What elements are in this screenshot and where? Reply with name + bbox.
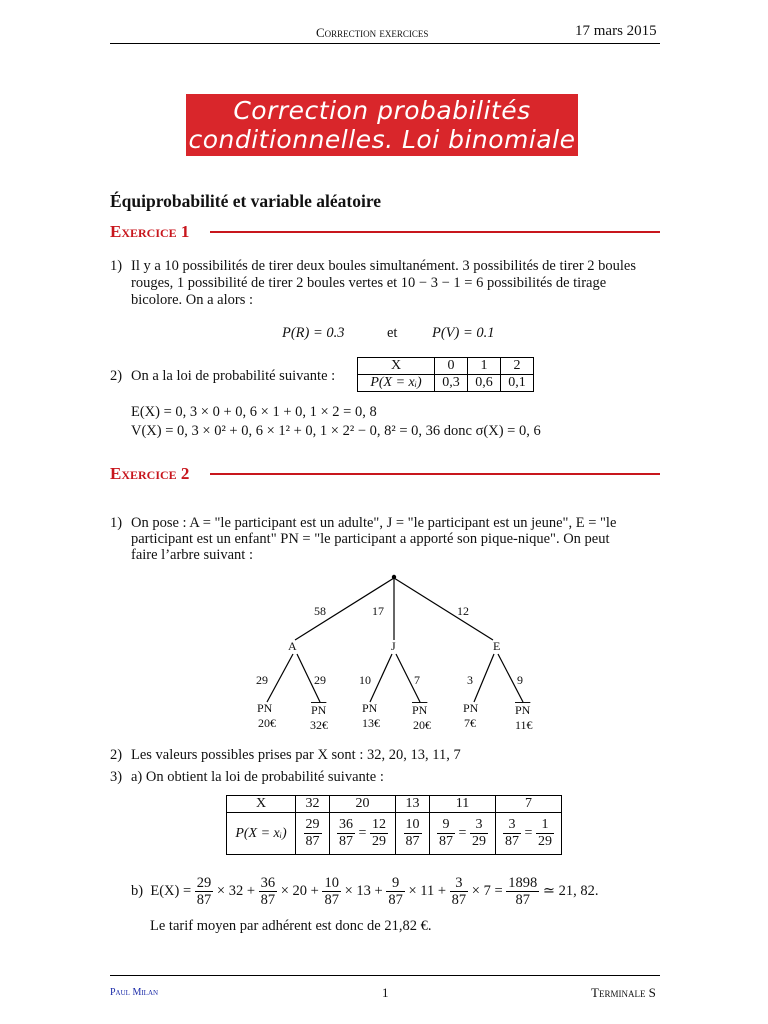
tree-leaf-price: 11€	[515, 718, 533, 732]
header-date: 17 mars 2015	[575, 23, 657, 39]
tree-edge	[267, 654, 293, 702]
ex1-pv: P(V) = 0.1	[432, 325, 495, 341]
fraction: $\frac{36}{87}$	[260, 875, 276, 908]
tree-leaf-label: PN	[257, 701, 273, 715]
table-cell: 13	[396, 796, 430, 813]
ex1-variance: V(X) = 0, 3 × 0² + 0, 6 × 1² + 0, 1 × 2² − 0, 8² = 0, 36 donc σ(X) = 0, 6	[131, 423, 541, 439]
ex2-q3b-term: × 7 =	[471, 882, 503, 899]
tree-edge	[474, 654, 494, 702]
ex1-q2-number: 2)	[110, 368, 123, 384]
table-cell: 2	[501, 358, 534, 375]
table-cell	[296, 813, 330, 855]
tree-leaf-price: 32€	[310, 718, 328, 732]
fraction: $\frac{3}{29}$	[471, 817, 486, 849]
fraction: $\frac{1}{29}$	[537, 817, 552, 849]
table-cell: 1	[468, 358, 501, 375]
ex1-q1-line1: Il y a 10 possibilités de tirer deux boules simultanément. 3 possibilités de tirer 2 boules	[131, 258, 637, 274]
ex2-conclusion: Le tarif moyen par adhérent est donc de 21,82 €.	[150, 918, 432, 934]
ex2-q1-line2: participant est un enfant" PN = "le participant a apporté son pique-nique". On peut	[131, 531, 610, 547]
ex2-q3b	[131, 875, 599, 908]
fraction: $\frac{12}{29}$	[371, 817, 386, 849]
ex2-q2-text: Les valeurs possibles prises par X sont : 32, 20, 13, 11, 7	[131, 747, 461, 763]
tree-leaf-price: 7€	[464, 716, 476, 730]
table-cell: 7	[496, 796, 562, 813]
tree-leaf-price: 20€	[258, 716, 276, 730]
table-row	[227, 813, 562, 855]
tree-weight: 12	[457, 604, 469, 618]
tree-node: E	[493, 639, 501, 653]
table-cell: P(X = xᵢ)	[227, 813, 296, 855]
ex2-q3b-end: ≃ 21, 82.	[542, 882, 599, 899]
tree-weight: 3	[467, 673, 473, 687]
ex1-expectation: E(X) = 0, 3 × 0 + 0, 6 × 1 + 0, 1 × 2 = 0, 8	[131, 404, 377, 420]
tree-weight: 17	[372, 604, 384, 618]
tree-leaf-price: 13€	[362, 716, 380, 730]
tree-weight: 9	[517, 673, 523, 687]
ex1-q1-line2: rouges, 1 possibilité de tirer 2 boules vertes et 10 − 3 − 1 = 6 possibilités de tirage	[131, 275, 607, 291]
fraction: $\frac{3}{87}$	[451, 875, 467, 908]
ex2-q3a-text: a) On obtient la loi de probabilité suivante :	[131, 769, 384, 785]
ex2-q3b-term: × 11 +	[408, 882, 447, 899]
ex1-q2-text: On a la loi de probabilité suivante :	[131, 368, 336, 384]
ex2-probability-table	[226, 795, 562, 855]
fraction: $\frac{1898}{87}$	[508, 875, 538, 908]
tree-node: A	[288, 639, 297, 653]
table-cell: $\frac{3}{87}$ = $\frac{1}{29}$	[496, 813, 562, 855]
table-cell: $\frac{36}{87}$ = $\frac{12}{29}$	[330, 813, 396, 855]
footer-rule	[110, 975, 660, 976]
ex1-et: et	[387, 325, 398, 341]
fraction: $\frac{29}{87}$	[196, 875, 212, 908]
ex2-q2-number: 2)	[110, 747, 123, 763]
fraction: $\frac{9}{87}$	[388, 875, 403, 908]
table-cell	[396, 813, 430, 855]
tree-edge	[394, 578, 493, 640]
ex2-q1-line1: On pose : A = "le participant est un adulte", J = "le participant est un jeune", E = "le	[131, 515, 617, 531]
exercise-2-title: Exercice 2	[110, 464, 190, 483]
fraction: $\frac{10}{87}$	[405, 817, 420, 849]
table-cell: 0,6	[468, 375, 501, 392]
table-cell: X	[358, 358, 435, 375]
tree-leaf-label-complement: $\overline{PN}$	[515, 703, 531, 717]
exercise-1-title: Exercice 1	[110, 222, 190, 241]
table-cell: P(X = xᵢ)	[358, 375, 435, 392]
fraction: $\frac{36}{87}$	[339, 817, 354, 849]
tree-weight: 29	[314, 673, 326, 687]
tree-leaf-label: PN	[463, 701, 479, 715]
tree-leaf-label-complement: $\overline{PN}$	[311, 703, 327, 717]
footer-author: Paul Milan	[110, 987, 159, 998]
ex1-pr: P(R) = 0.3	[282, 325, 345, 341]
tree-leaf-label-complement: $\overline{PN}$	[412, 703, 428, 717]
table-cell: 11	[430, 796, 496, 813]
fraction: $\frac{10}{87}$	[324, 875, 339, 908]
title-line-2: conditionnelles. Loi binomiale	[188, 125, 576, 154]
tree-weight: 29	[256, 673, 268, 687]
ex2-q3b-term: × 13 +	[344, 882, 383, 899]
ex2-q3b-start: E(X) =	[150, 882, 192, 899]
ex2-q1-line3: faire l’arbre suivant :	[131, 547, 253, 563]
table-row	[227, 796, 562, 813]
ex2-q3b-label: b)	[131, 882, 144, 899]
ex2-q3b-term: × 32 +	[216, 882, 255, 899]
ex1-q1-line3: bicolore. On a alors :	[131, 292, 254, 308]
tree-node: J	[391, 639, 396, 653]
ex2-q3-number: 3)	[110, 769, 123, 785]
footer-level: Terminale S	[591, 985, 656, 1000]
tree-root-dot	[392, 575, 396, 579]
tree-leaf-price: 20€	[413, 718, 431, 732]
tree-weight: 10	[359, 673, 371, 687]
tree-leaf-label: PN	[362, 701, 378, 715]
ex1-q1-number: 1)	[110, 258, 123, 274]
section-title: Équiprobabilité et variable aléatoire	[110, 191, 382, 211]
header-title: Correction exercices	[316, 25, 429, 40]
table-cell: 0	[435, 358, 468, 375]
fraction: $\frac{29}{87}$	[305, 817, 320, 849]
tree-weight: 7	[414, 673, 420, 687]
tree-edge	[370, 654, 392, 702]
table-cell: $\frac{9}{87}$ = $\frac{3}{29}$	[430, 813, 496, 855]
table-cell: 0,3	[435, 375, 468, 392]
tree-weight: 58	[314, 604, 326, 618]
table-cell: 0,1	[501, 375, 534, 392]
table-cell: 20	[330, 796, 396, 813]
fraction: $\frac{3}{87}$	[505, 817, 520, 849]
ex2-q1-number: 1)	[110, 515, 123, 531]
table-cell: 32	[296, 796, 330, 813]
fraction: $\frac{9}{87}$	[439, 817, 454, 849]
title-line-1: Correction probabilités	[233, 96, 531, 125]
ex2-q3b-term: × 20 +	[280, 882, 319, 899]
footer-page-number: 1	[382, 985, 389, 1000]
table-cell: X	[227, 796, 296, 813]
